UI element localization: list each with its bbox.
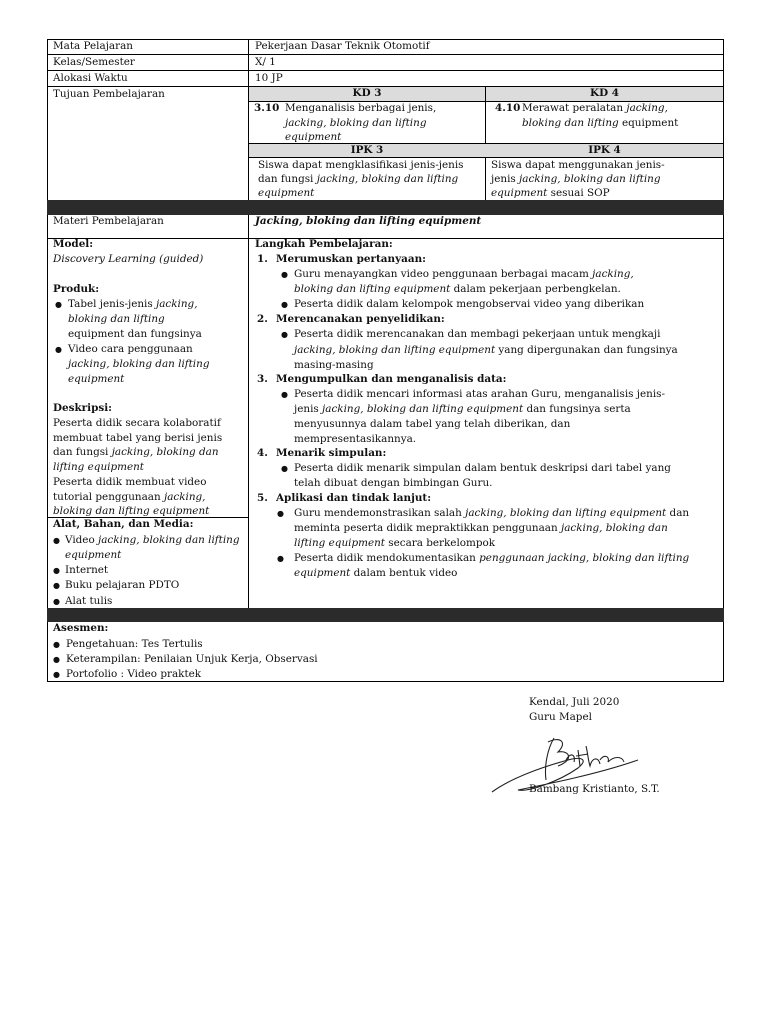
ipk3-line: equipment <box>258 187 315 199</box>
separator-bar <box>47 608 724 622</box>
alat-item: Buku pelajaran PDTO <box>65 579 180 591</box>
produk-item: Video cara penggunaan <box>68 343 193 355</box>
step-title: Menarik simpulan: <box>276 447 387 459</box>
step-title: Merencanakan penyelidikan: <box>276 313 445 325</box>
bullet-icon: ● <box>281 464 288 473</box>
bullet-icon: ● <box>281 270 288 279</box>
bullet-icon: ● <box>55 300 62 309</box>
step-line: bloking dan lifting equipment dalam pekerjaan perbengkelan. <box>294 283 621 295</box>
col-divider <box>248 215 249 608</box>
bullet-icon: ● <box>281 330 288 339</box>
bullet-icon: ● <box>55 345 62 354</box>
model-value: Discovery Learning (guided) <box>53 253 204 265</box>
kd3-number: 3.10 <box>254 102 280 114</box>
class-label: Kelas/Semester <box>53 56 135 68</box>
step-line: lifting equipment secara berkelompok <box>294 537 496 549</box>
asesmen-item: Keterampilan: Penilaian Unjuk Kerja, Observasi <box>66 653 318 665</box>
alat-item: Video jacking, bloking dan lifting <box>65 534 240 546</box>
step-line: Peserta didik mencari informasi atas arahan Guru, menganalisis jenis- <box>294 388 666 400</box>
ipk4-line: jenis jacking, bloking dan lifting <box>491 173 661 185</box>
step-line: meminta peserta didik mepraktikkan penggunaan jacking, bloking dan <box>294 522 668 534</box>
deskripsi-line: dan fungsi jacking, bloking dan <box>53 446 219 458</box>
step-number: 1. <box>257 253 268 265</box>
materi-label: Materi Pembelajaran <box>53 215 164 227</box>
kd4-line: bloking dan lifting equipment <box>522 117 679 129</box>
bullet-icon: ● <box>53 536 60 545</box>
step-line: Peserta didik mendokumentasikan penggunaan jacking, bloking dan lifting <box>294 552 690 564</box>
ipk4-line: Siswa dapat menggunakan jenis- <box>491 159 665 171</box>
signer-name: Bambang Kristianto, S.T. <box>529 783 660 795</box>
ipk4-line: equipment sesuai SOP <box>491 187 610 199</box>
time-label: Alokasi Waktu <box>53 72 128 84</box>
asesmen-label: Asesmen: <box>53 622 109 634</box>
bullet-icon: ● <box>53 597 60 606</box>
col-divider <box>248 39 249 200</box>
model-label: Model: <box>53 238 94 250</box>
kd4-line: Merawat peralatan jacking, <box>522 102 668 114</box>
step-line: jenis jacking, bloking dan lifting equipment dan fungsinya serta <box>294 403 631 415</box>
produk-item: jacking, bloking dan lifting <box>68 358 210 370</box>
bullet-icon: ● <box>53 640 60 649</box>
step-line: mempresentasikannya. <box>294 433 417 445</box>
step-number: 3. <box>257 373 268 385</box>
step-line: Peserta didik menarik simpulan dalam bentuk deskripsi dari tabel yang <box>294 462 671 474</box>
step-line: telah dibuat dengan bimbingan Guru. <box>294 477 493 489</box>
step-number: 5. <box>257 492 268 504</box>
kd3-line: Menganalisis berbagai jenis, <box>285 102 437 114</box>
step-number: 2. <box>257 313 268 325</box>
bullet-icon: ● <box>281 390 288 399</box>
produk-item: Tabel jenis-jenis jacking, <box>68 298 198 310</box>
step-line: jacking, bloking dan lifting equipment yang dipergunakan dan fungsinya <box>294 344 678 356</box>
kd3-title: KD 3 <box>352 87 382 99</box>
bullet-icon: ● <box>53 655 60 664</box>
kd3-line: jacking, bloking dan lifting <box>285 117 427 129</box>
ipk3-line: Siswa dapat mengklasifikasi jenis-jenis <box>258 159 464 171</box>
deskripsi-line: bloking dan lifting equipment <box>53 505 210 517</box>
bullet-icon: ● <box>277 554 284 563</box>
bullet-icon: ● <box>53 566 60 575</box>
produk-label: Produk: <box>53 283 100 295</box>
subject-label: Mata Pelajaran <box>53 40 133 52</box>
ipk4-title: IPK 4 <box>588 144 621 156</box>
steps-title: Langkah Pembelajaran: <box>255 238 393 250</box>
place-date: Kendal, Juli 2020 <box>529 696 620 708</box>
deskripsi-line: Peserta didik secara kolaboratif <box>53 417 221 429</box>
step-title: Merumuskan pertanyaan: <box>276 253 426 265</box>
asesmen-item: Pengetahuan: Tes Tertulis <box>66 638 203 650</box>
alat-item: Alat tulis <box>65 595 113 607</box>
produk-item: equipment <box>68 373 125 385</box>
step-line: Peserta didik merencanakan dan membagi pekerjaan untuk mengkaji <box>294 328 661 340</box>
deskripsi-line: lifting equipment <box>53 461 144 473</box>
deskripsi-line: membuat tabel yang berisi jenis <box>53 432 223 444</box>
signer-role: Guru Mapel <box>529 711 592 723</box>
alat-item: equipment <box>65 549 122 561</box>
deskripsi-label: Deskripsi: <box>53 402 112 414</box>
step-title: Mengumpulkan dan menganalisis data: <box>276 373 507 385</box>
produk-item: bloking dan lifting <box>68 313 165 325</box>
step-line: Guru mendemonstrasikan salah jacking, bloking dan lifting equipment dan <box>294 507 690 519</box>
bullet-icon: ● <box>277 509 284 518</box>
step-line: Guru menayangkan video penggunaan berbagai macam jacking, <box>294 268 634 280</box>
kd4-title: KD 4 <box>590 87 619 99</box>
produk-item: equipment dan fungsinya <box>68 328 202 340</box>
kd4-number: 4.10 <box>495 102 521 114</box>
alat-label: Alat, Bahan, dan Media: <box>53 518 194 530</box>
class-value: X/ 1 <box>255 56 276 68</box>
step-line: equipment dalam bentuk video <box>294 567 458 579</box>
time-value: 10 JP <box>255 72 283 84</box>
deskripsi-line: Peserta didik membuat video <box>53 476 207 488</box>
kd3-line: equipment <box>285 131 342 143</box>
bullet-icon: ● <box>53 581 60 590</box>
step-line: masing-masing <box>294 359 374 371</box>
asesmen-item: Portofolio : Video praktek <box>66 668 202 680</box>
step-line: menyusunnya dalam tabel yang telah diberikan, dan <box>294 418 571 430</box>
alat-item: Internet <box>65 564 109 576</box>
ipk3-line: dan fungsi jacking, bloking dan lifting <box>258 173 459 185</box>
materi-value: Jacking, bloking dan lifting equipment <box>255 215 482 227</box>
row-divider <box>47 54 724 55</box>
ipk3-title: IPK 3 <box>350 144 384 156</box>
step-number: 4. <box>257 447 268 459</box>
subject-value: Pekerjaan Dasar Teknik Otomotif <box>255 40 430 52</box>
bullet-icon: ● <box>53 670 60 679</box>
separator-bar <box>47 200 724 215</box>
step-line: Peserta didik dalam kelompok mengobservai video yang diberikan <box>294 298 645 310</box>
deskripsi-line: tutorial penggunaan jacking, <box>53 491 206 503</box>
bullet-icon: ● <box>281 300 288 309</box>
row-divider <box>47 70 724 71</box>
step-title: Aplikasi dan tindak lanjut: <box>276 492 432 504</box>
goal-label: Tujuan Pembelajaran <box>53 88 165 100</box>
